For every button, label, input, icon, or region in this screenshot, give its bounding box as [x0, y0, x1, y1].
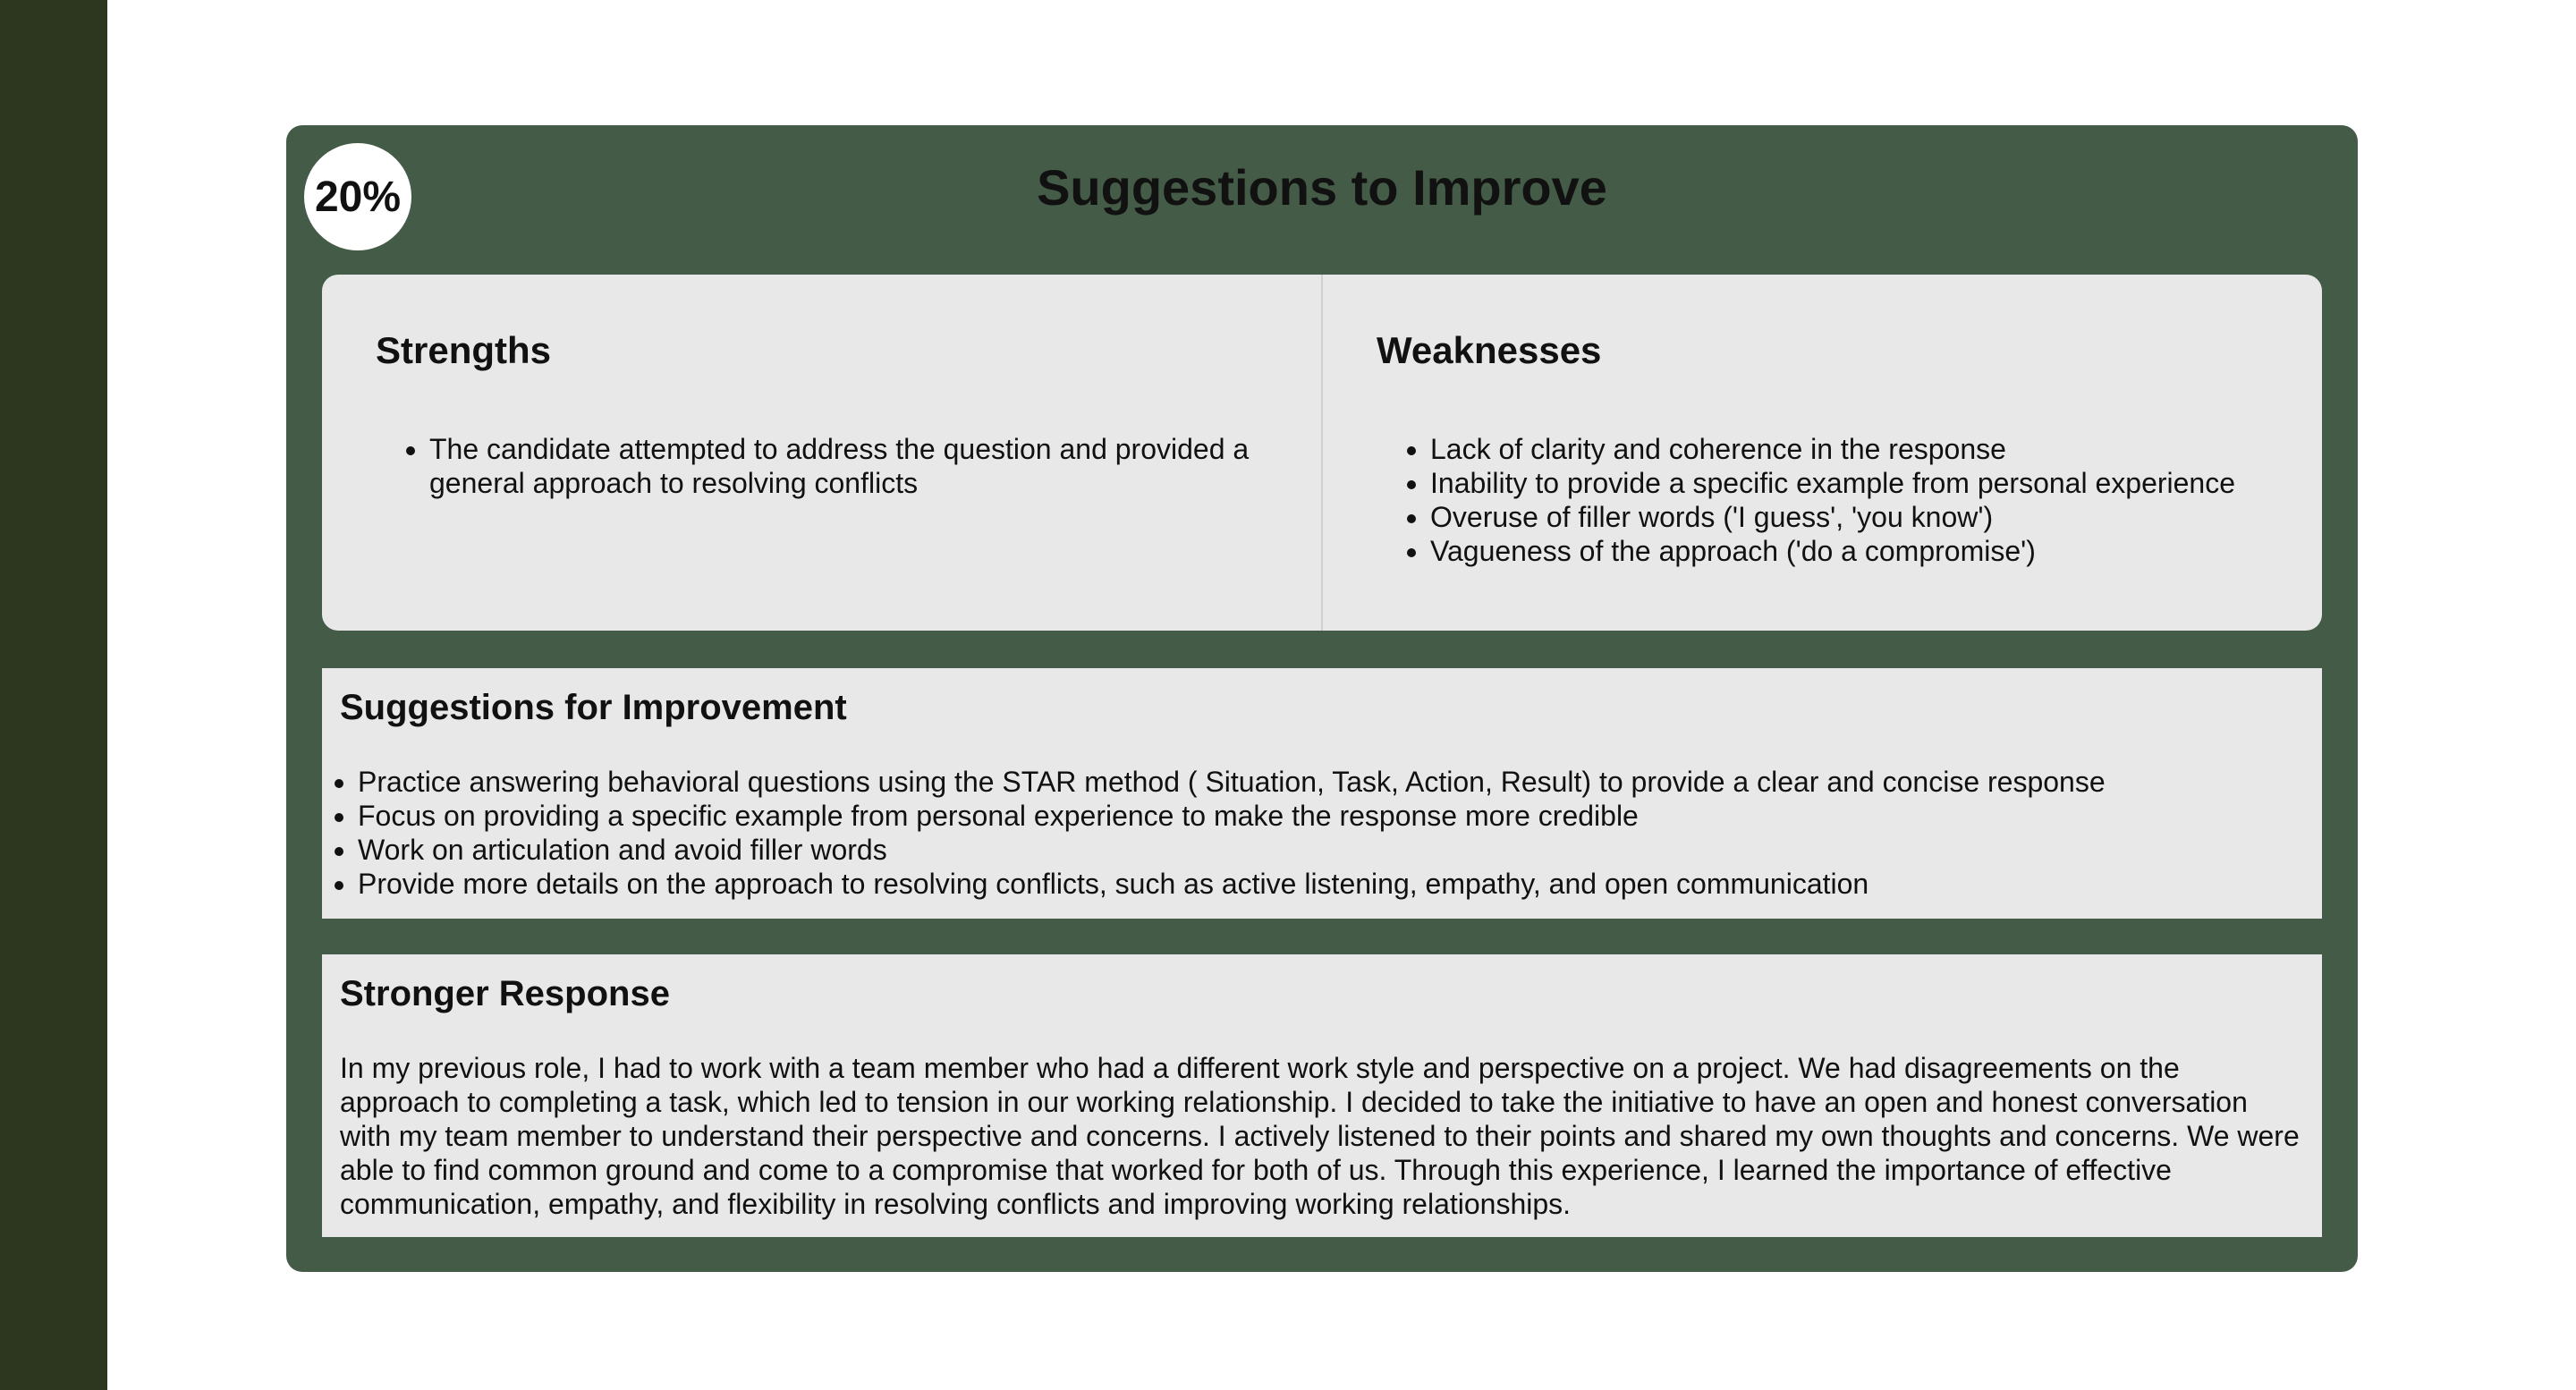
list-item: • Vagueness of the approach ('do a compromise')	[1430, 534, 2268, 568]
stronger-response-text: In my previous role, I had to work with a team member who had a different work style and perspective on a project. We had disagreements on the approach to completing a task, which led to tension in our working relationship. I decided to take the initiative to have an open and honest conversation with my team member to understand their perspective and concerns. I actively listened to their points and shared my own thoughts and concerns. We were able to find common ground and come to a compromise that worked for both of us. Through this experience, I learned the importance of effective communication, empathy, and flexibility in resolving conflicts and improving working relationships.	[340, 1052, 2300, 1220]
stronger-response-section	[322, 954, 2322, 1237]
weaknesses-list	[1377, 432, 2268, 568]
stronger-response-heading: Stronger Response	[340, 974, 670, 1013]
list-item: • Inability to provide a specific example from personal experience	[1430, 466, 2268, 500]
suggestions-list	[340, 765, 2304, 901]
sidebar	[0, 0, 107, 1390]
strengths-list	[376, 432, 1267, 500]
weaknesses-heading: Weaknesses	[1377, 329, 1602, 371]
strengths-heading: Strengths	[376, 329, 552, 371]
list-item: • Focus on providing a specific example from personal experience to make the response more credible	[358, 799, 2304, 833]
strengths-column	[322, 275, 1321, 631]
list-item: • The candidate attempted to address the question and provided a general approach to resolving conflicts	[429, 432, 1267, 500]
score-badge: 20%	[304, 143, 411, 250]
list-item: • Overuse of filler words ('I guess', 'you know')	[1430, 500, 2268, 534]
suggestions-heading: Suggestions for Improvement	[340, 688, 847, 727]
feedback-card	[286, 125, 2358, 1272]
weaknesses-column	[1321, 275, 2322, 631]
list-item: • Lack of clarity and coherence in the response	[1430, 432, 2268, 466]
strengths-weaknesses-panel	[322, 275, 2322, 631]
list-item: • Provide more details on the approach to resolving conflicts, such as active listening, empathy, and open communication	[358, 867, 2304, 901]
page-title: Suggestions to Improve	[1037, 159, 1607, 216]
list-item: • Work on articulation and avoid filler words	[358, 833, 2304, 867]
suggestions-section	[322, 668, 2322, 919]
list-item: • Practice answering behavioral questions using the STAR method ( Situation, Task, Action, Result) to provide a clear and concise response	[358, 765, 2304, 799]
